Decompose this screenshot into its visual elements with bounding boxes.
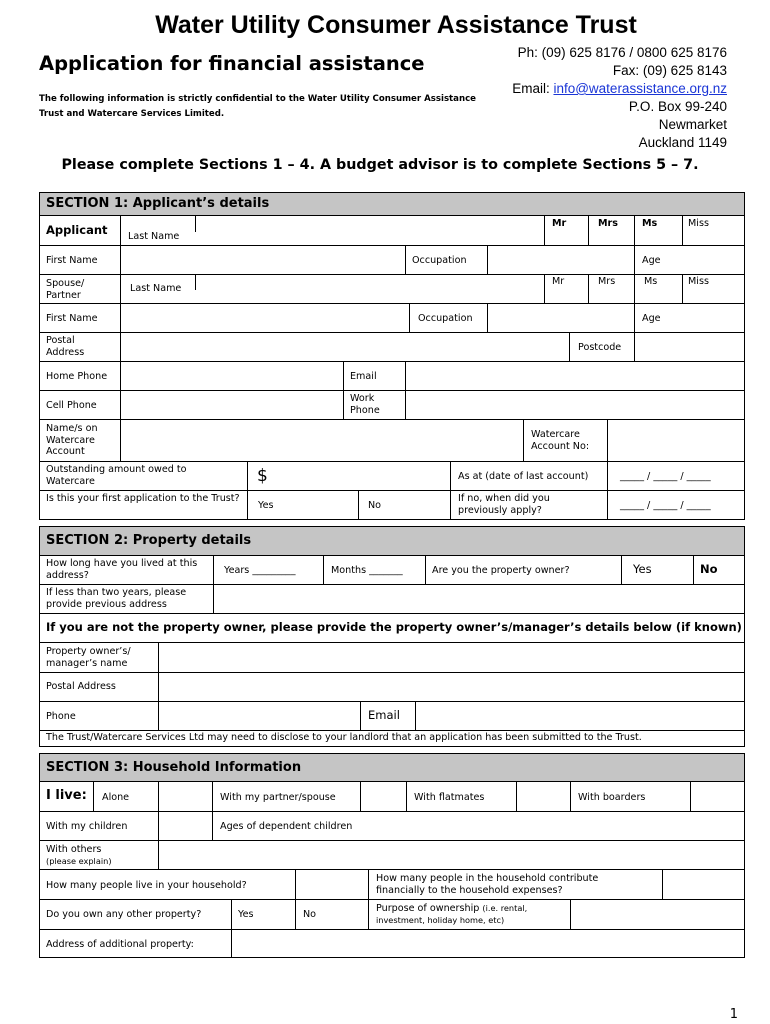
contact-city: Auckland 1149 — [638, 135, 727, 150]
live-others-label: With others — [46, 844, 102, 855]
first-application-label: Is this your first application to the Trust? — [46, 493, 240, 504]
spouse-title-mrs[interactable]: Mrs — [598, 276, 616, 287]
contact-suburb: Newmarket — [658, 117, 727, 132]
applicant-label: Applicant — [46, 223, 108, 237]
ages-children-input[interactable] — [380, 812, 743, 839]
live-children-label: With my children — [46, 821, 128, 832]
email-label: Email — [350, 371, 377, 382]
page-number: 1 — [729, 1007, 738, 1022]
owner-postal-address-label: Postal Address — [46, 681, 116, 692]
account-names-label: Name/s on Watercare Account — [46, 423, 98, 457]
first-application-no[interactable]: No — [368, 500, 382, 511]
live-others-input[interactable] — [159, 841, 743, 868]
section3-frame — [39, 753, 745, 958]
property-owner-no[interactable]: No — [700, 562, 718, 576]
outstanding-amount-label: Outstanding amount owed to Watercare — [46, 464, 187, 487]
live-flatmates-label: With flatmates — [414, 792, 485, 803]
cell-phone-label: Cell Phone — [46, 400, 97, 411]
contact-block — [512, 44, 727, 152]
other-property-no[interactable]: No — [303, 909, 317, 920]
first-application-yes[interactable]: Yes — [258, 500, 274, 511]
postcode-label: Postcode — [578, 342, 622, 353]
applicant-title-mr[interactable]: Mr — [552, 218, 567, 229]
previous-apply-date-field[interactable]: _____ / _____ / _____ — [620, 500, 711, 511]
postal-address-label: Postal Address — [46, 335, 85, 358]
owner-phone-label: Phone — [46, 711, 76, 722]
owner-name-input[interactable] — [159, 643, 743, 671]
contact-email-link[interactable]: info@waterassistance.org.nz — [553, 81, 727, 96]
how-long-label: How long have you lived at this address? — [46, 558, 198, 581]
live-partner-checkbox[interactable] — [361, 783, 406, 810]
spouse-occupation-label: Occupation — [418, 313, 473, 324]
property-owner-question: Are you the property owner? — [432, 565, 570, 576]
live-boarders-checkbox[interactable] — [691, 783, 743, 810]
applicant-first-name-label: First Name — [46, 255, 98, 266]
spouse-partner-label: Spouse/ Partner — [46, 278, 85, 301]
postcode-input[interactable] — [635, 333, 743, 360]
owner-email-input[interactable] — [416, 702, 743, 729]
additional-address-input[interactable] — [232, 930, 743, 957]
dollar-sign: $ — [257, 466, 268, 486]
applicant-occupation-input[interactable] — [488, 246, 634, 273]
as-at-date-field[interactable]: _____ / _____ / _____ — [620, 471, 711, 482]
live-flatmates-checkbox[interactable] — [517, 783, 570, 810]
section1-header: SECTION 1: Applicant’s details — [40, 193, 744, 216]
cell-phone-input[interactable] — [121, 391, 343, 418]
applicant-last-name-input[interactable] — [196, 217, 544, 244]
other-property-yes[interactable]: Yes — [238, 909, 254, 920]
owner-postal-address-input[interactable] — [159, 673, 743, 700]
work-phone-input[interactable] — [406, 391, 743, 418]
owner-email-label: Email — [368, 708, 400, 722]
contact-phone: Ph: (09) 625 8176 / 0800 625 8176 — [517, 45, 727, 60]
section3-header: SECTION 3: Household Information — [40, 754, 744, 782]
owner-details-note: If you are not the property owner, please provide the property owner’s/manager’s details below (if known) — [46, 620, 742, 634]
spouse-age-label: Age — [642, 313, 661, 324]
ownership-purpose-text: Purpose of ownership — [376, 903, 480, 914]
years-field[interactable]: Years _________ — [224, 565, 296, 576]
email-input[interactable] — [406, 362, 743, 389]
ownership-purpose-hint-1: (i.e. rental, — [482, 903, 528, 913]
home-phone-input[interactable] — [121, 362, 343, 389]
owner-name-label: Property owner’s/ manager’s name — [46, 646, 131, 669]
contact-email-label: Email: — [512, 81, 554, 96]
outstanding-amount-input[interactable] — [270, 462, 450, 489]
applicant-title-ms[interactable]: Ms — [642, 218, 658, 229]
applicant-age-label: Age — [642, 255, 661, 266]
live-partner-label: With my partner/spouse — [220, 792, 336, 803]
additional-address-label: Address of additional property: — [46, 939, 194, 950]
previous-apply-label: If no, when did you previously apply? — [458, 493, 550, 516]
live-children-checkbox[interactable] — [159, 812, 212, 839]
spouse-last-name-label: Last Name — [130, 283, 182, 294]
owner-phone-input[interactable] — [159, 702, 360, 729]
applicant-occupation-label: Occupation — [412, 255, 467, 266]
household-size-input[interactable] — [296, 870, 368, 898]
spouse-occupation-input[interactable] — [488, 304, 634, 331]
applicant-last-name-label: Last Name — [128, 231, 180, 242]
account-number-input[interactable] — [608, 420, 743, 460]
live-boarders-label: With boarders — [578, 792, 646, 803]
form-title: Water Utility Consumer Assistance Trust — [155, 11, 637, 39]
account-number-label: Watercare Account No: — [531, 429, 590, 452]
account-names-input[interactable] — [121, 420, 523, 460]
as-at-label: As at (date of last account) — [458, 471, 589, 482]
ownership-purpose-hint-2: investment, holiday home, etc) — [376, 915, 505, 925]
instruction-text: Please complete Sections 1 – 4. A budget advisor is to complete Sections 5 – 7. — [61, 157, 699, 173]
contact-po-box: P.O. Box 99-240 — [628, 99, 727, 114]
contributors-input[interactable] — [663, 870, 743, 898]
spouse-title-ms[interactable]: Ms — [644, 276, 658, 287]
live-alone-checkbox[interactable] — [159, 783, 212, 810]
spouse-title-miss[interactable]: Miss — [688, 276, 709, 287]
home-phone-label: Home Phone — [46, 371, 108, 382]
spouse-first-name-label: First Name — [46, 313, 98, 324]
spouse-last-name-input[interactable] — [196, 275, 544, 302]
contact-fax: Fax: (09) 625 8143 — [612, 63, 727, 78]
ages-children-label: Ages of dependent children — [220, 821, 353, 832]
property-owner-yes[interactable]: Yes — [633, 562, 652, 576]
household-size-label: How many people live in your household? — [46, 880, 247, 891]
please-explain-note: (please explain) — [46, 856, 112, 866]
section1-frame — [39, 192, 745, 520]
work-phone-label: Work Phone — [350, 393, 380, 416]
contact-email-line — [512, 80, 727, 98]
contributors-label: How many people in the household contribute financially to the household expenses? — [376, 873, 599, 896]
ownership-purpose-input[interactable] — [571, 900, 743, 928]
applicant-title-miss[interactable]: Miss — [688, 218, 709, 229]
applicant-first-name-input[interactable] — [121, 246, 405, 273]
section2-frame — [39, 526, 745, 747]
months-field[interactable]: Months _______ — [331, 565, 403, 576]
confidential-note: The following information is strictly confidential to the Water Utility Consumer Assistance Trust and Watercare Services Limited. — [39, 94, 477, 119]
spouse-first-name-input[interactable] — [121, 304, 409, 331]
form-subtitle: Application for financial assistance — [39, 52, 425, 75]
spouse-title-mr[interactable]: Mr — [552, 276, 565, 287]
landlord-disclosure-note: The Trust/Watercare Services Ltd may need to disclose to your landlord that an application has been submitted to the Trust. — [46, 732, 642, 743]
section2-header: SECTION 2: Property details — [40, 527, 744, 556]
applicant-title-mrs[interactable]: Mrs — [598, 218, 618, 229]
i-live-label: I live: — [46, 788, 87, 803]
previous-address-input[interactable] — [214, 585, 743, 612]
previous-address-label: If less than two years, please provide previous address — [46, 587, 187, 610]
live-alone-label: Alone — [102, 792, 130, 803]
other-property-label: Do you own any other property? — [46, 909, 202, 920]
postal-address-input[interactable] — [121, 333, 569, 360]
ownership-purpose-label — [376, 903, 527, 915]
